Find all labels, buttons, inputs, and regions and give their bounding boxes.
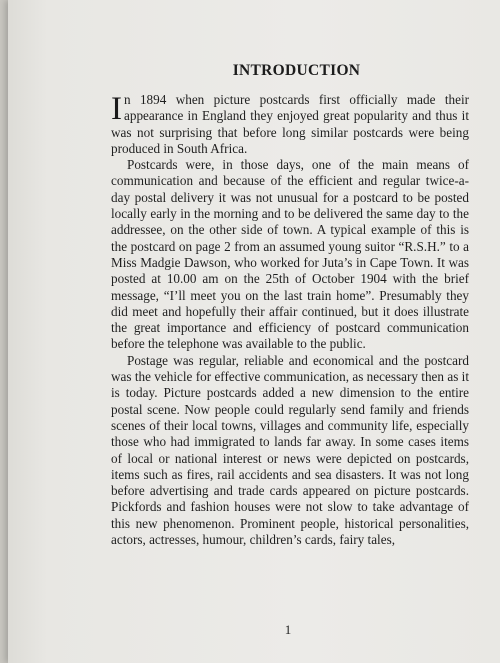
book-page bbox=[8, 0, 500, 663]
chapter-heading: INTRODUCTION bbox=[232, 62, 361, 79]
paragraph-1 bbox=[111, 92, 469, 157]
drop-cap: I bbox=[111, 91, 122, 127]
paragraph-2: Postcards were, in those days, one of the main means of communication and because of the efficient and regular twice-a-day postal delivery it was not unusual for a postcard to be posted locally early in the morning and to be delivered the same day to the addressee, on the other side of town. A typical example of this is the postcard on page 2 from an assumed young suitor “R.S.H.” to a Miss Madgie Dawson, who worked for Juta’s in Cape Town. It was posted at 10.00 am on the 25th of October 1904 with the brief message, “I’ll meet you on the last train home”. Presumably they did meet and hopefully their affair continued, but it does illustrate the great importance and efficiency of postcard communication before the telephone was available to the public. bbox=[111, 157, 469, 352]
paragraph-1-text: n 1894 when picture postcards first officially made their appearance in England they enjoyed great popularity and thus it was not surprising that before long similar postcards were being produced in South Africa. bbox=[111, 92, 469, 156]
page-number: 1 bbox=[284, 622, 292, 637]
paragraph-3: Postage was regular, reliable and economical and the postcard was the vehicle for effective communication, as necessary then as it is today. Picture postcards added a new dimension to the entire postal scene. Now people could regularly send family and friends scenes of their local towns, villages and community life, especially those who had immigrated to lands far away. In some cases items of local or national interest or news were depicted on postcards, items such as fires, rail accidents and sea disasters. It was not long before advertising and trade cards appeared on picture postcards. Pickfords and fashion houses were not slow to take advantage of this new phenomenon. Prominent people, historical personalities, actors, actresses, humour, children’s cards, fairy tales, bbox=[111, 352, 469, 548]
body-text bbox=[111, 92, 469, 548]
